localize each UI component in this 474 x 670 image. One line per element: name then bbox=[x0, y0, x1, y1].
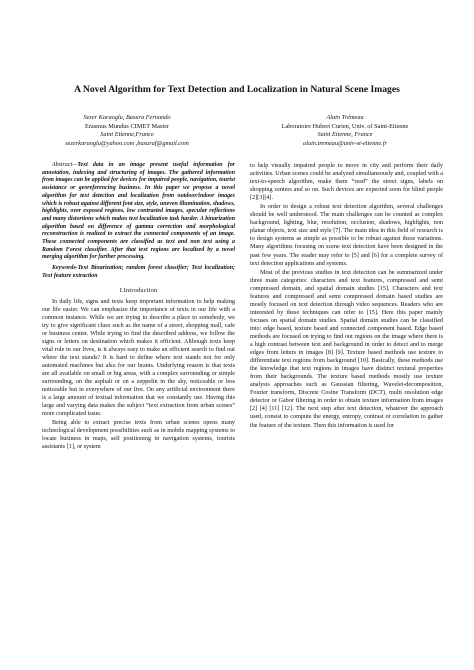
author-block-2 bbox=[240, 114, 450, 148]
keywords: Keywords-Text Binarization; random forest classifier; Text localization; Text feature extraction bbox=[42, 265, 235, 279]
author-location: Saint Etienne, France bbox=[317, 131, 373, 139]
author-names: Alain Trémeau bbox=[326, 114, 364, 121]
author-affiliation: Laboratoire Hubert Curien, Univ. of Saint-Etienne bbox=[281, 122, 409, 130]
paper-title: A Novel Algorithm for Text Detection and Localization in Natural Scene Images bbox=[74, 84, 400, 95]
paragraph: Most of the previous studies in text detection can be summarized under three main categories: characters and text features, compressed and semi compressed domain, and spatial domain studies [15]. Characters and text features and compressed and semi compressed domain based studies are mostly focused on text detection through video sequences. Readers who are interested by these techniques can refer to [15]. Here this paper mainly focuses on spatial domain studies. Spatial domain studies can be classified into: edge based, texture based and connected component based. Edge based methods are focused on trying to find out regions on the image where there is a high contrast between text and background in order to detect and to merge edges from letters in images [8] [9]. Texture based methods use texture to differentiate text regions from background [10]. Basically, these methods use the knowledge that text regions in images have distinct textural properties from their backgrounds. The texture based methods mostly use texture analysis approaches such as Gaussian filtering, Wavelet-decomposition, Fourier transform, Discrete Cosine Transform (DCT), multi resolution edge detector or Gabor filtering in order to obtain texture information from images [2] [4] [11] [12]. The next step after text detection, whatever the approach used, consist to compute the energy, entropy, contrast or correlation to gather the feature of the texture. Then this information is used for bbox=[250, 269, 443, 429]
paragraph: Being able to extract precise texts from urban scenes opens many technological development possibilities such as in mobile mapping systems to locate business in maps, self positioning in navigation systems, tourists assistants [1], or system bbox=[42, 420, 235, 451]
abstract bbox=[42, 162, 235, 262]
paragraph: In daily life, signs and texts keep important information to help making our life easier. We can emphasize the importance of texts in our life with a common instance. While we are trying to describe a place to somebody, we try to give significant clues such as the name of a street, shopping mall, cafe or business center. While trying to find the described address, we follow the signs or letters on destination which makes it efficient. Although texts keep vital role in our lives, is it always easy to make an efficient search to find out where the text stands? It is hard to define where text stands not for only automated machines but also for our brains. Underlying reason is that texts are all available on small or big areas, with a complex surrounding or simple surrounding, on the asphalt or on a zeppelin in the sky, noticeable or less noticeable but in everywhere of our live. On any artificial environment there is a large amount of textual information that we constantly use. Having this large and varying data makes the subject “text extraction from urban scenes” more complicated issue. bbox=[42, 298, 235, 418]
abstract-text: Text data in an image present useful information for annotation, indexing and structuring of images. The gathered information from images can be applied for devices for impaired people, navigation, tourist assistance or georeferencing business. In this paper we propose a novel algorithm for text detection and localization from outdoor/indoor images which is robust against different font size, style, uneven illumination, shadows, highlights, over exposed regions, low contrasted images, specular reflections and many distortions which makes text localization task harder. A binarization algorithm based on difference of gamma correction and morphological reconstruction is realized to extract the connected components of an image. These connected components are classified as text and non text using a Random Forest classifier. After that text regions are localized by a novel merging algorithm for further processing. bbox=[42, 162, 235, 261]
abstract-lead: Abstract— bbox=[52, 162, 78, 168]
section-heading: I.Introduction bbox=[119, 286, 158, 294]
author-email: sezerkaraoglu@yahoo.com ,basuraf@gmail.com bbox=[65, 139, 189, 147]
author-block-1 bbox=[22, 114, 232, 148]
author-email: alain.tremeau@univ-st-etienne.fr bbox=[303, 139, 387, 147]
paragraph: In order to design a robust text detection algorithm, several challenges should be well understood. The main challenges can be counted as complex background, lighting, blur, resolution, occlusion, shadows, highlights, non planar objects, text size and style [7]. The main idea in this field of research is to design systems as simple as possible to be robust against these variations. Many algorithms focusing on scene text detection have been designed in the past few years. The reader may refer to [5] and [6] for a complete survey of text detection applications and systems. bbox=[250, 204, 443, 267]
right-column bbox=[250, 162, 443, 431]
left-column bbox=[42, 162, 235, 452]
paragraph: to help visually impaired people to move in city and perform their daily activities. Urban scenes could be analyzed simultaneously and, coupled with a text-to-speech algorithm, make them “read” the street signs, labels on shopping centers and so on. Such devices are expected soon for blind people [2][3][4]. bbox=[250, 163, 443, 202]
author-affiliation: Erasmus Mundus CIMET Master bbox=[84, 122, 169, 130]
author-names: Sezer Karaoglu, Basura Fernando bbox=[83, 114, 171, 121]
author-location: Saint Etienne,France bbox=[100, 131, 154, 139]
